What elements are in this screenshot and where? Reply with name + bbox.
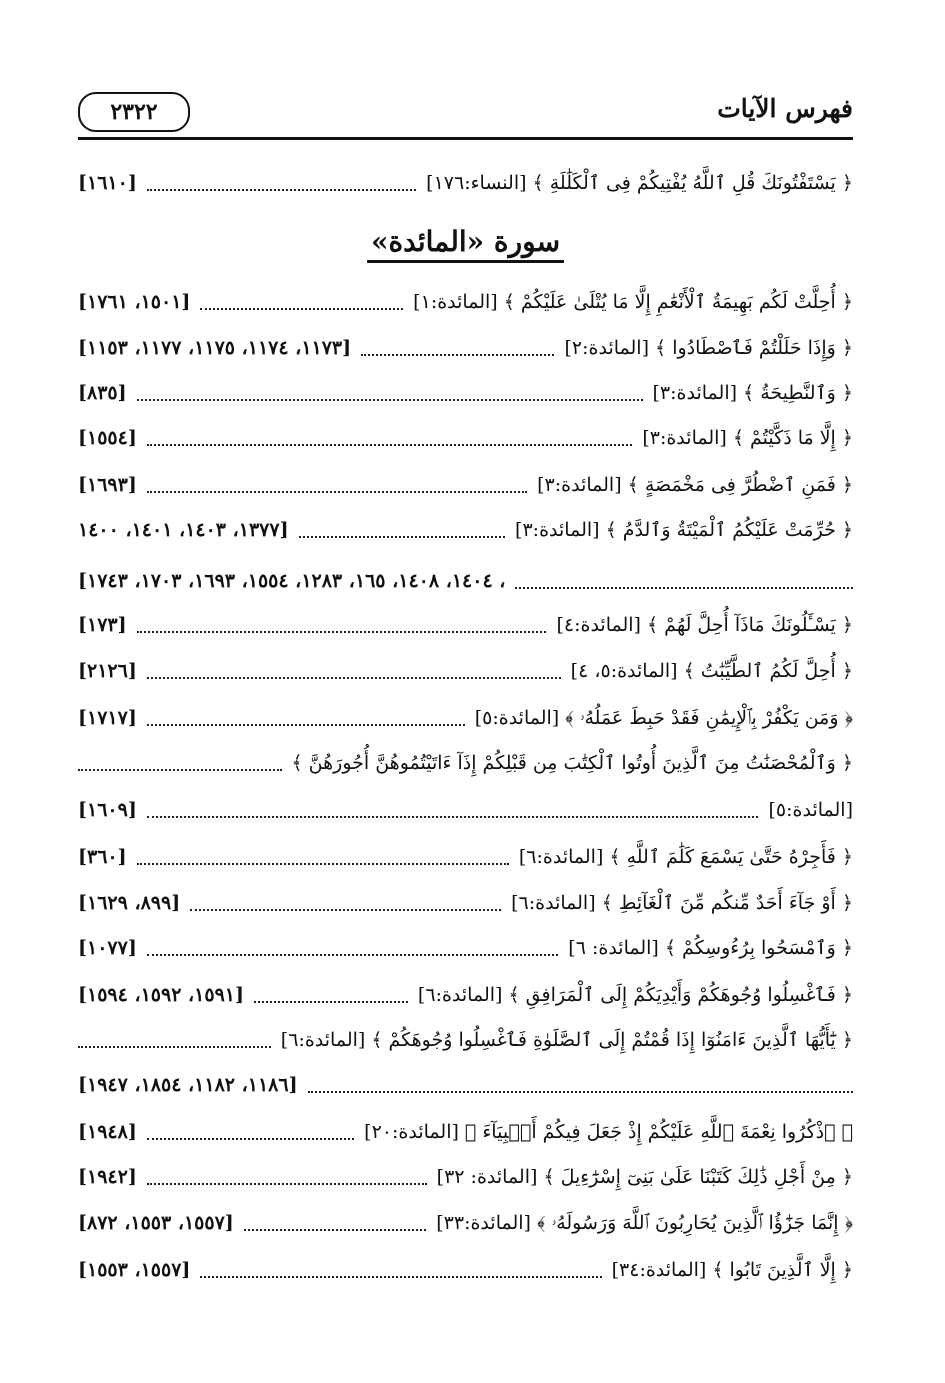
dot-leader xyxy=(361,354,554,356)
dot-leader xyxy=(147,816,759,818)
verse-text: ﴿ يَسْتَفْتُونَكَ قُلِ ٱللَّهُ يُفْتِيكُمْ فِى ٱلْكَلَٰلَةِ ﴾ [النساء:١٧٦] xyxy=(426,172,853,194)
verse-text: ﴿ إِلَّا مَا ذَكَّيْتُمْ ﴾ [المائدة:٣] xyxy=(642,427,853,449)
index-entry xyxy=(78,1162,853,1198)
dot-leader xyxy=(147,1183,427,1185)
dot-leader xyxy=(515,587,853,589)
index-entry xyxy=(78,842,853,878)
index-entry xyxy=(78,1025,853,1061)
index-entry xyxy=(78,1208,853,1244)
index-entry xyxy=(78,1255,853,1291)
verse-text: ﴿ أُحِلَّتْ لَكُم بَهِيمَةُ ٱلْأَنْعَٰمِ إِلَّا مَا يُتْلَىٰ عَلَيْكُمْ ﴾ [المائدة:١] xyxy=(413,291,853,313)
hadith-refs: [١٦١٠] xyxy=(78,172,137,194)
hadith-refs: [٢١٢٦] xyxy=(78,660,137,682)
index-entry xyxy=(78,610,853,646)
index-entry xyxy=(78,1117,853,1153)
verse-text: ﴿ مِنْ أَجْلِ ذَٰلِكَ كَتَبْنَا عَلَىٰ بَنِىٓ إِسْرَٰٓءِيلَ ﴾ [المائدة: ٣٢] xyxy=(436,1166,853,1188)
hadith-refs: [١٥٥٧، ١٥٥٣] xyxy=(78,1259,191,1281)
dot-leader xyxy=(147,677,561,679)
dot-leader xyxy=(147,724,465,726)
dot-leader xyxy=(147,189,416,191)
dot-leader xyxy=(137,399,643,401)
verse-text: ﴿ وَإِذَا حَلَلْتُمْ فَٱصْطَادُوا ﴾ [المائدة:٢] xyxy=(564,337,853,359)
hadith-refs: [١٩٤٢] xyxy=(78,1166,137,1188)
index-entry xyxy=(78,888,853,924)
dot-leader xyxy=(147,1138,354,1140)
verse-text: ﴿ يَٰٓأَيُّهَا ٱلَّذِينَ ءَامَنُوٓا إِذَا قُمْتُمْ إِلَى ٱلصَّلَوٰةِ فَٱغْسِلُوا وُجُوهَكُمْ ﴾ [المائدة:٦] xyxy=(280,1029,853,1051)
verse-text: ﴿ وَٱلنَّطِيحَةُ ﴾ [المائدة:٣] xyxy=(652,382,853,404)
hadith-refs: [١١٧٣، ١١٧٤، ١١٧٥، ١١٧٧، ١١٥٣] xyxy=(78,337,352,359)
verse-text: ﴿ أَوْ جَآءَ أَحَدٌ مِّنكُم مِّنَ ٱلْغَآئِطِ ﴾ [المائدة:٦] xyxy=(511,892,853,914)
verse-text: ﴿ أُحِلَّ لَكُمُ ٱلطَّيِّبَٰتُ ﴾ [المائدة:٥، ٤] xyxy=(570,660,853,682)
hadith-refs: [١٥٥٧، ١٥٥٣، ٨٧٢] xyxy=(78,1212,234,1234)
hadith-refs: [١٦٠٩] xyxy=(78,799,137,821)
dot-leader xyxy=(78,769,282,771)
verse-text: ﴿ فَٱغْسِلُوا وُجُوهَكُمْ وَأَيْدِيَكُمْ إِلَى ٱلْمَرَافِقِ ﴾ [المائدة:٦] xyxy=(417,984,853,1006)
index-entry xyxy=(78,423,853,459)
hadith-refs: [١١٨٦، ١١٨٢، ١٨٥٤، ١٩٤٧] xyxy=(78,1074,298,1096)
hadith-refs: [١٩٤٨] xyxy=(78,1121,137,1143)
dot-leader xyxy=(190,909,501,911)
dot-leader xyxy=(147,491,527,493)
hadith-refs: [١٥٠١، ١٧٦١] xyxy=(78,291,191,313)
dot-leader xyxy=(299,536,505,538)
hadith-refs: [١٥٩١، ١٥٩٢، ١٥٩٤] xyxy=(78,984,244,1006)
hadith-refs: [١٦٩٣] xyxy=(78,474,137,496)
dot-leader xyxy=(147,954,558,956)
index-entry xyxy=(78,566,853,602)
hadith-refs: [١٠٧٧] xyxy=(78,937,137,959)
header-divider xyxy=(78,137,853,140)
index-entry xyxy=(78,933,853,969)
dot-leader xyxy=(244,1229,426,1231)
hadith-refs: [١٧٣] xyxy=(78,614,127,636)
dot-leader xyxy=(78,1046,271,1048)
index-entry xyxy=(78,333,853,369)
index-entry xyxy=(78,470,853,506)
index-entry xyxy=(78,287,853,323)
index-entry xyxy=(78,515,853,551)
dot-leader xyxy=(137,631,547,633)
index-entry xyxy=(78,748,853,784)
verse-text: ﴿ إِلَّا ٱلَّذِينَ تَابُوا ﴾ [المائدة:٣٤] xyxy=(611,1259,853,1281)
verse-text: ﴿ وَٱمْسَحُوا بِرُءُوسِكُمْ ﴾ [المائدة: ٦] xyxy=(568,937,853,959)
section-heading xyxy=(78,225,853,258)
verse-text: ﴿ ٱذْكُرُوا نِعْمَةَ ٱللَّهِ عَلَيْكُمْ إِذْ جَعَلَ فِيكُمْ أَنۢبِيَآءَ ﴾ [المائدة:٢٠] xyxy=(364,1121,853,1143)
hadith-refs: [٨٩٩، ١٦٢٩] xyxy=(78,892,181,914)
verse-text: ﴿ وَمَن يَكْفُرْ بِٱلْإِيمَٰنِ فَقَدْ حَبِطَ عَمَلُهُۥ ﴾ [المائدة:٥] xyxy=(474,707,853,729)
dot-leader xyxy=(200,308,403,310)
index-entry xyxy=(78,378,853,414)
verse-text: ﴿ فَمَنِ ٱضْطُرَّ فِى مَخْمَصَةٍ ﴾ [المائدة:٣] xyxy=(537,474,853,496)
index-entry xyxy=(78,980,853,1016)
verse-text: [المائدة:٥] xyxy=(768,799,853,821)
index-entry xyxy=(78,656,853,692)
hadith-refs: [٨٣٥] xyxy=(78,382,127,404)
verse-text: ﴿ وَٱلْمُحْصَنَٰتُ مِنَ ٱلَّذِينَ أُوتُوا ٱلْكِتَٰبَ مِن قَبْلِكُمْ إِذَآ ءَاتَيْتُمُوهُنَّ أُجُورَهُنَّ ﴾ xyxy=(291,752,853,774)
header-bar xyxy=(78,92,853,132)
dot-leader xyxy=(137,863,509,865)
page-number-badge: ٢٣٢٢ xyxy=(78,92,190,132)
index-entry xyxy=(78,795,853,831)
verse-text: ﴿ يَسْـَٔلُونَكَ مَاذَآ أُحِلَّ لَهُمْ ﴾ [المائدة:٤] xyxy=(556,614,853,636)
section-heading-text: سورة «المائدة» xyxy=(367,225,564,263)
hadith-refs: ، ١٤٠٤، ١٤٠٨، ١٦٥، ١٢٨٣، ١٥٥٤، ١٦٩٣، ١٧٠٣، ١٧٤٣] xyxy=(78,570,506,592)
dot-leader xyxy=(200,1276,601,1278)
index-entry xyxy=(78,703,853,739)
dot-leader xyxy=(147,444,632,446)
index-entry xyxy=(78,1070,853,1106)
verse-text: ﴿ فَأَجِرْهُ حَتَّىٰ يَسْمَعَ كَلَٰمَ ٱللَّهِ ﴾ [المائدة:٦] xyxy=(518,846,853,868)
index-entry xyxy=(78,168,853,204)
dot-leader xyxy=(308,1091,853,1093)
verse-text: ﴿ إِنَّمَا جَزَٰٓؤُا ٱلَّذِينَ يُحَارِبُونَ ٱللَّهَ وَرَسُولَهُۥ ﴾ [المائدة:٣٣] xyxy=(436,1212,853,1234)
dot-leader xyxy=(254,1001,408,1003)
page-title: فهرس الآيات xyxy=(717,94,853,123)
verse-text: ﴿ حُرِّمَتْ عَلَيْكُمُ ٱلْمَيْتَةُ وَٱلدَّمُ ﴾ [المائدة:٣] xyxy=(515,519,853,541)
hadith-refs: [١٣٧٧، ١٤٠٣، ١٤٠١، ١٤٠٠ xyxy=(78,519,289,541)
hadith-refs: [١٥٥٤] xyxy=(78,427,137,449)
hadith-refs: [٣٦٠] xyxy=(78,846,127,868)
hadith-refs: [١٧١٧] xyxy=(78,707,137,729)
